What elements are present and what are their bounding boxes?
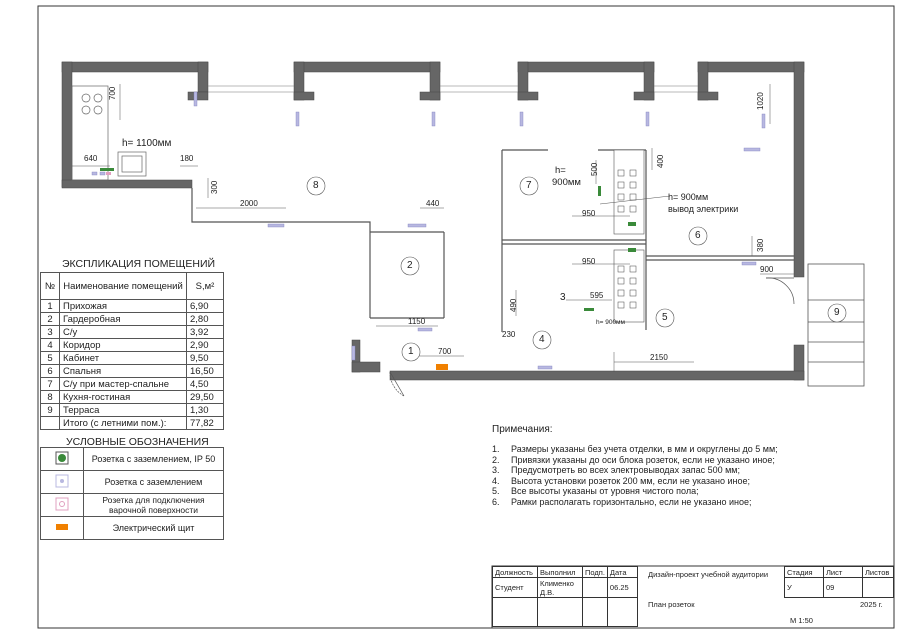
dimension-label: 2150 — [650, 353, 668, 362]
table-cell: Терраса — [60, 404, 187, 417]
dimension-label: 400 — [656, 154, 665, 168]
table-cell: 29,50 — [187, 391, 224, 404]
socket-cooktop — [106, 172, 111, 175]
table-row — [41, 300, 224, 313]
table-row — [493, 598, 638, 627]
dimension-label: 180 — [180, 154, 194, 163]
table-row — [41, 404, 224, 417]
room-number-9: 9 — [834, 307, 840, 318]
electrical-panel-icon — [55, 522, 69, 532]
height-label-kitchen: h= 1100мм — [122, 138, 172, 149]
table-cell: Стадия — [785, 567, 824, 578]
dimension-label: 1020 — [756, 92, 765, 110]
table-cell — [41, 494, 84, 517]
table-cell: Подп. — [583, 567, 608, 578]
table-cell: Клименко Д.В. — [538, 578, 583, 598]
notes-list — [492, 444, 778, 507]
dimension-label: 230 — [502, 330, 516, 339]
table-cell — [863, 578, 894, 598]
list-item: 5. Все высоты указаны от уровня чистого пола; — [492, 486, 699, 496]
height-label-bath: h= 900мм — [596, 319, 625, 326]
room-number-4: 4 — [539, 334, 545, 345]
height-label-room7-a: h= — [555, 165, 566, 176]
table-cell: С/у — [60, 326, 187, 339]
height-label-room7-b: 900мм — [552, 177, 581, 188]
socket-ground-ip50-icon — [55, 451, 69, 465]
legend-table — [40, 447, 224, 540]
table-cell: Должность — [493, 567, 538, 578]
col-name-header: Наименование помещений — [60, 273, 187, 300]
col-num-header: № — [41, 273, 60, 300]
dimension-label: 595 — [590, 291, 604, 300]
table-cell: 3 — [41, 326, 60, 339]
table-cell: Дата — [607, 567, 637, 578]
table-cell: Розетка с заземлением, IP 50 — [84, 448, 224, 471]
table-cell — [538, 598, 583, 627]
table-row — [41, 391, 224, 404]
electrical-panel — [436, 364, 448, 370]
room-number-5: 5 — [662, 312, 668, 323]
table-cell — [41, 517, 84, 540]
table-cell: 4,50 — [187, 378, 224, 391]
table-row — [41, 352, 224, 365]
table-row — [785, 578, 894, 598]
table-cell: Электрический щит — [84, 517, 224, 540]
dimension-label: 300 — [210, 180, 219, 194]
legend-item — [41, 448, 224, 471]
room-number-3: 3 — [560, 292, 566, 303]
list-item: 3. Предусмотреть во всех электровыводах запас 500 мм; — [492, 465, 740, 475]
legend-title: УСЛОВНЫЕ ОБОЗНАЧЕНИЯ — [66, 436, 209, 448]
year-label: 2025 г. — [860, 600, 883, 609]
table-cell: 8 — [41, 391, 60, 404]
dimension-label: 2000 — [240, 199, 258, 208]
project-title: Дизайн-проект учебной аудитории — [648, 570, 769, 579]
dimension-label: 1150 — [408, 317, 426, 326]
table-cell: 6,90 — [187, 300, 224, 313]
table-cell — [41, 471, 84, 494]
table-cell: Студент — [493, 578, 538, 598]
drawing-title: План розеток — [648, 600, 695, 609]
table-cell: Коридор — [60, 339, 187, 352]
room-number-6: 6 — [695, 230, 701, 241]
dimension-label: 490 — [509, 298, 518, 312]
list-item: 6. Рамки располагать горизонтально, если не указано иное; — [492, 496, 752, 507]
dimension-label: 950 — [582, 209, 596, 218]
dimension-label: 700 — [108, 86, 117, 100]
table-cell: Прихожая — [60, 300, 187, 313]
table-cell — [583, 578, 608, 598]
legend-item — [41, 517, 224, 540]
table-row — [41, 365, 224, 378]
table-cell — [41, 417, 60, 430]
table-cell: 7 — [41, 378, 60, 391]
table-cell: 16,50 — [187, 365, 224, 378]
dimension-label: 640 — [84, 154, 98, 163]
height-label-closet-a: h= 900мм — [668, 192, 709, 202]
table-cell: С/у при мастер-спальне — [60, 378, 187, 391]
dimension-label: 440 — [426, 199, 440, 208]
title-block-left — [492, 566, 638, 627]
dimension-label: 900 — [760, 265, 774, 274]
socket-ground-icon — [55, 474, 69, 488]
table-cell — [583, 598, 608, 627]
room-number-2: 2 — [407, 260, 413, 271]
list-item: 4. Высота установки розеток 200 мм, если не указано иное; — [492, 475, 750, 486]
table-row — [41, 313, 224, 326]
room-number-8: 8 — [313, 180, 319, 191]
terrace — [808, 264, 864, 386]
dimension-label: 380 — [756, 238, 765, 252]
table-cell: Гардеробная — [60, 313, 187, 326]
table-row — [41, 339, 224, 352]
socket-cooktop-icon — [55, 497, 69, 511]
table-cell: 1,30 — [187, 404, 224, 417]
table-row — [41, 326, 224, 339]
scale-label: М 1:50 — [790, 616, 813, 625]
table-cell: 6 — [41, 365, 60, 378]
table-cell: Кухня-гостиная — [60, 391, 187, 404]
windows — [208, 86, 698, 92]
table-row — [785, 567, 894, 578]
table-cell: 9,50 — [187, 352, 224, 365]
table-cell: У — [785, 578, 824, 598]
height-label-closet-b: вывод электрики — [668, 204, 739, 214]
table-cell: 2,90 — [187, 339, 224, 352]
room-number-1: 1 — [408, 346, 414, 357]
table-cell: Розетка с заземлением — [84, 471, 224, 494]
table-row — [493, 567, 638, 578]
table-total-row — [41, 417, 224, 430]
title-block-right — [784, 566, 894, 598]
col-area-header: S,м² — [187, 273, 224, 300]
table-cell: 1 — [41, 300, 60, 313]
table-cell: Итого (с летними пом.): — [60, 417, 187, 430]
table-cell: 09 — [824, 578, 863, 598]
table-cell: 4 — [41, 339, 60, 352]
legend-item — [41, 471, 224, 494]
dimension-label: 950 — [582, 257, 596, 266]
table-cell: Выполнил — [538, 567, 583, 578]
table-cell: Лист — [824, 567, 863, 578]
explication-table — [40, 272, 224, 430]
table-cell: 3,92 — [187, 326, 224, 339]
room-number-7: 7 — [526, 180, 532, 191]
table-cell: 2 — [41, 313, 60, 326]
bath-fixtures — [614, 150, 644, 322]
list-item: 2. Привязки указаны до оси блока розеток, если не указано иное; — [492, 454, 775, 465]
table-row — [41, 378, 224, 391]
table-cell: Кабинет — [60, 352, 187, 365]
table-cell: Листов — [863, 567, 894, 578]
table-cell: 2,80 — [187, 313, 224, 326]
table-cell: Розетка для подключения варочной поверхности — [84, 494, 224, 517]
table-cell: 9 — [41, 404, 60, 417]
table-cell: 77,82 — [187, 417, 224, 430]
table-cell: 5 — [41, 352, 60, 365]
legend-item — [41, 494, 224, 517]
dimension-label: 700 — [438, 347, 452, 356]
table-cell — [41, 448, 84, 471]
table-cell: Спальня — [60, 365, 187, 378]
dimension-label: 500 — [590, 162, 599, 176]
list-item: 1. Размеры указаны без учета отделки, в мм и округлены до 5 мм; — [492, 444, 778, 454]
explication-title: ЭКСПЛИКАЦИЯ ПОМЕЩЕНИЙ — [62, 258, 216, 270]
table-row — [493, 578, 638, 598]
table-row — [41, 273, 224, 300]
table-cell: 06.25 — [607, 578, 637, 598]
table-cell — [607, 598, 637, 627]
notes-title: Примечания: — [492, 424, 553, 435]
table-cell — [493, 598, 538, 627]
